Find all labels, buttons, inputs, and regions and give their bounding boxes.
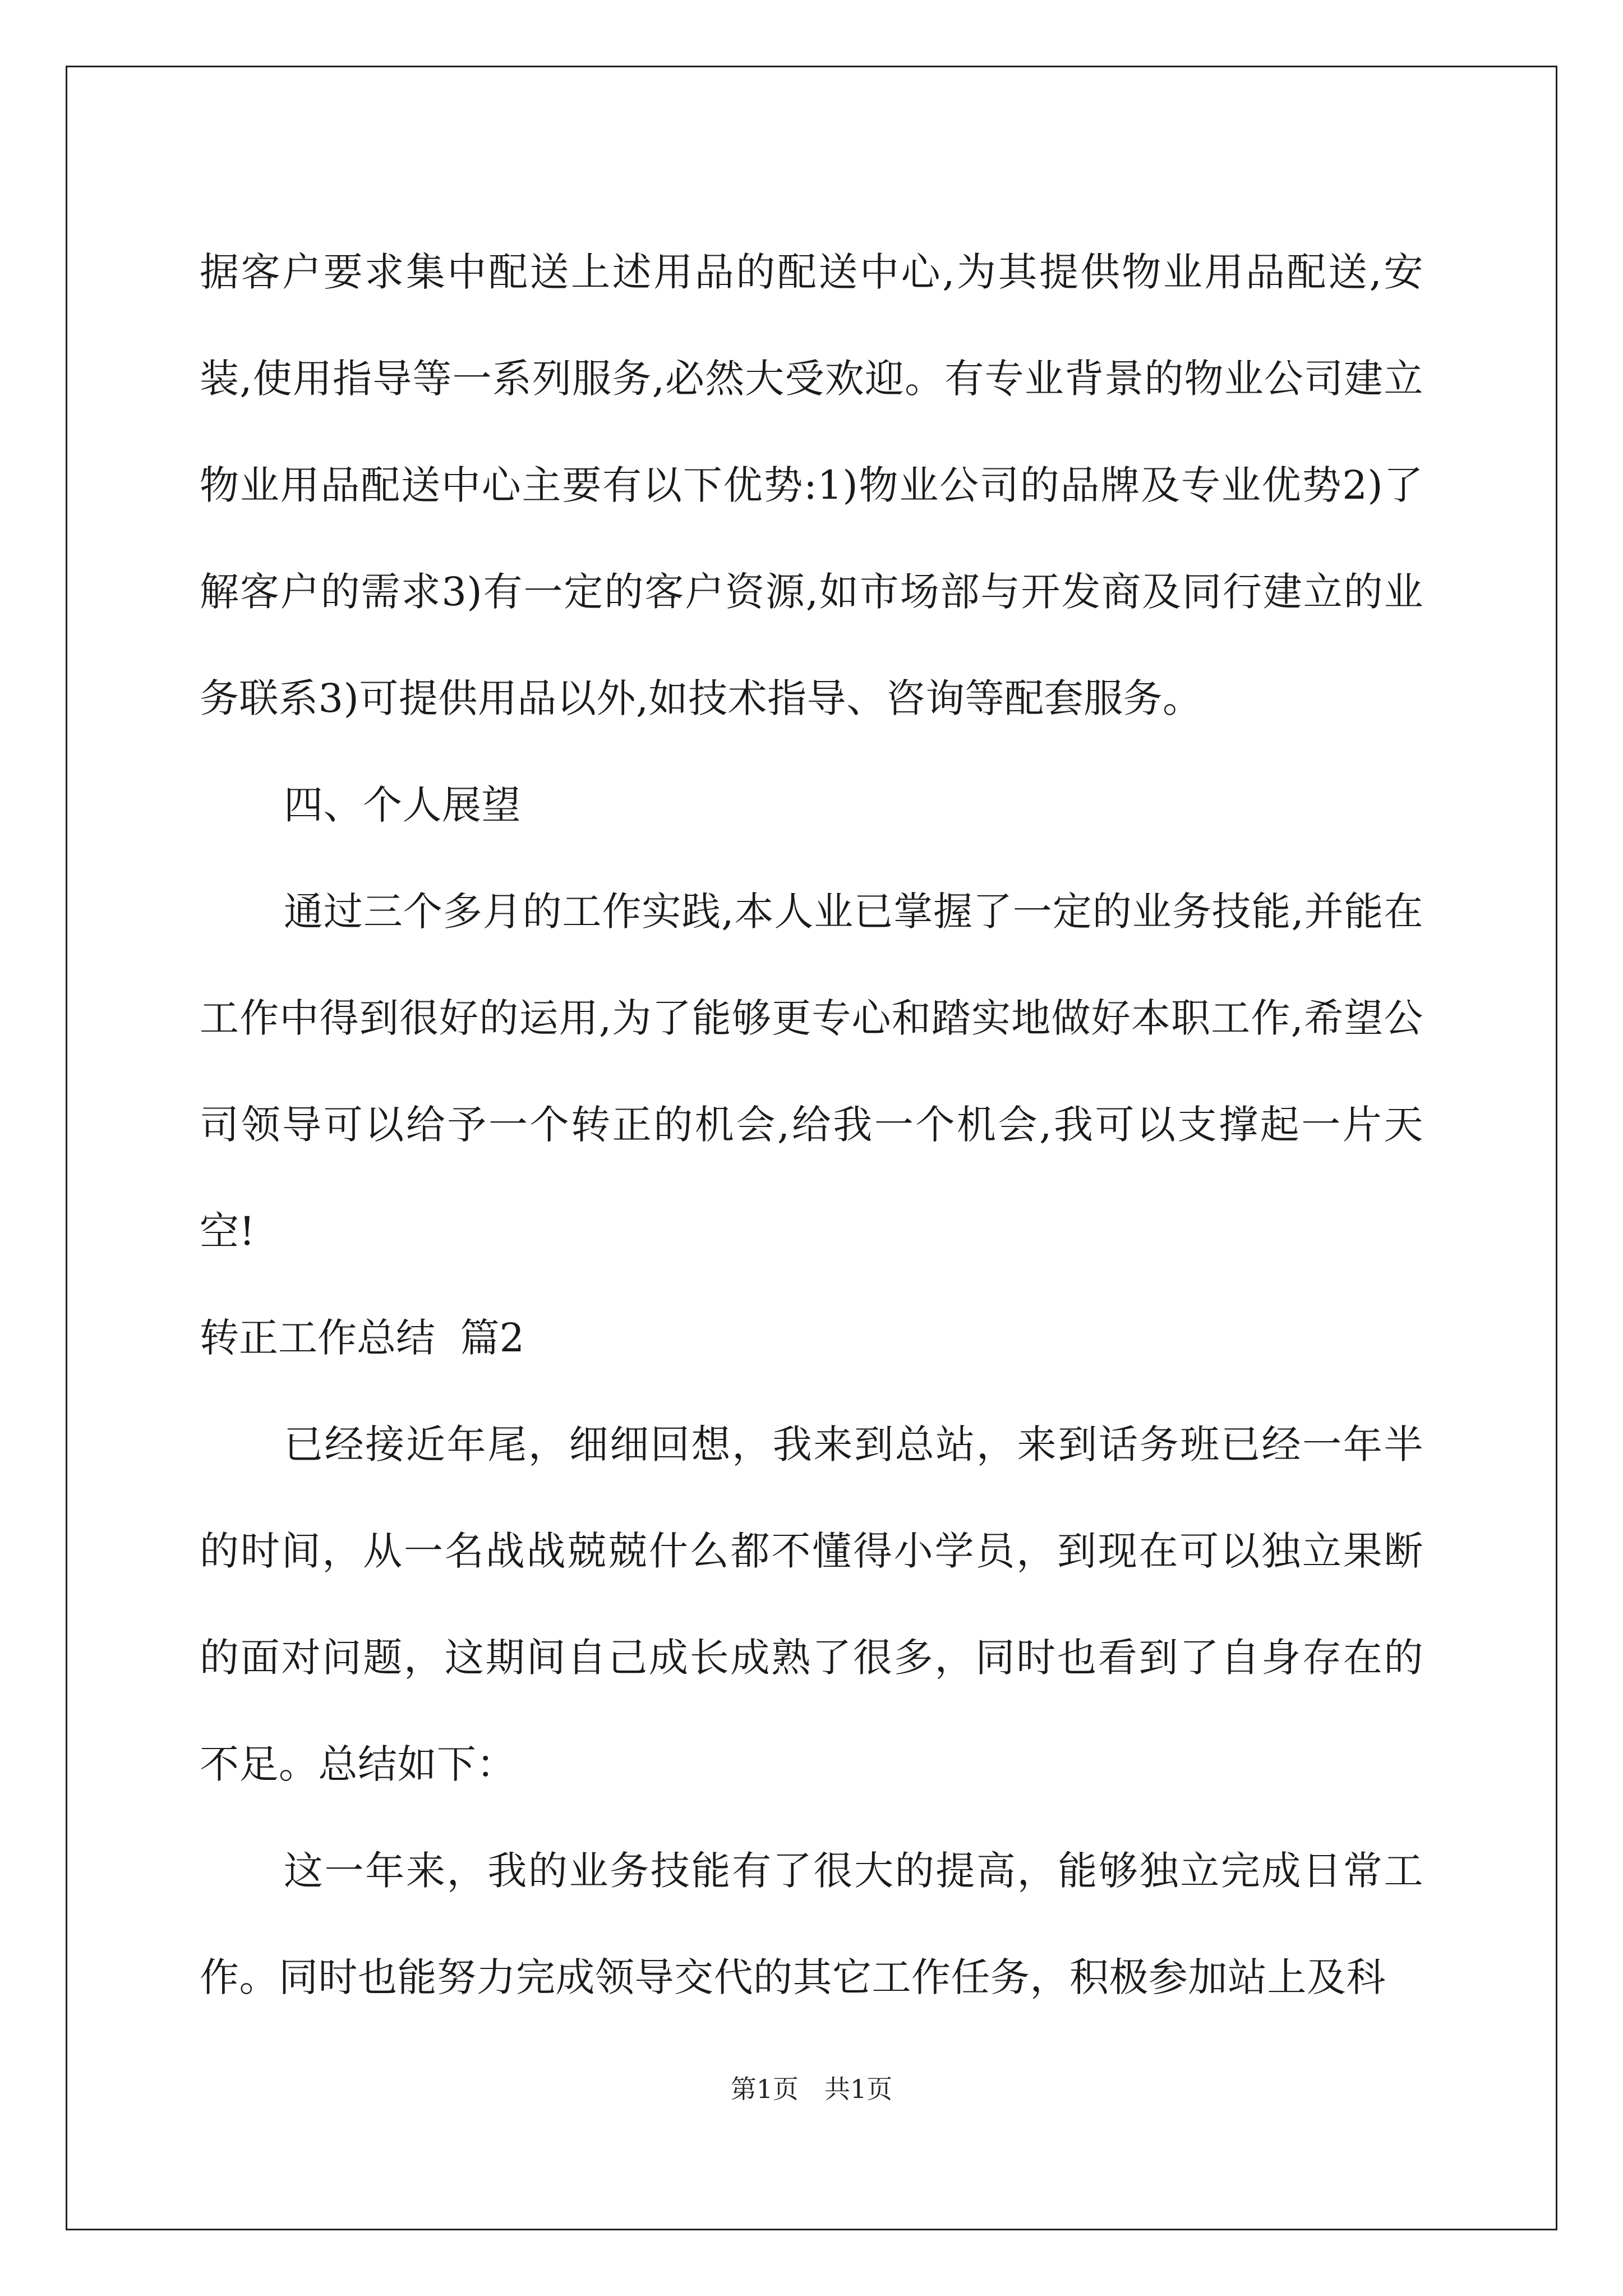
page-footer: 第1页 共1页 [730, 2074, 893, 2104]
paragraph-delivery-center: 据客户要求集中配送上述用品的配送中心,为其提供物业用品配送,安装,使用指导等一系列服务,必然大受欢迎。有专业背景的物业公司建立物业用品配送中心主要有以下优势:1)物业公司的品牌及专业优势2)了解客户的需求3)有一定的客户资源,如市场部与开发商及同行建立的业务联系3)可提供用品以外,如技术指导、咨询等配套服务。 [200, 249, 1423, 721]
document-body [200, 219, 1423, 2031]
paragraph-skills: 这一年来，我的业务技能有了很大的提高，能够独立完成日常工作。同时也能努力完成领导交代的其它工作任务，积极参加站上及科 [200, 1848, 1423, 2000]
paragraph-year-review: 已经接近年尾，细细回想，我来到总站，来到话务班已经一年半的时间，从一名战战兢兢什么都不懂得小学员，到现在可以独立果断的面对问题，这期间自己成长成熟了很多，同时也看到了自身存在的不足。总结如下： [200, 1421, 1423, 1787]
paragraph-outlook: 通过三个多月的工作实践,本人业已掌握了一定的业务技能,并能在工作中得到很好的运用,为了能够更专心和踏实地做好本职工作,希望公司领导可以给予一个转正的机会,给我一个机会,我可以支撑起一片天空! [200, 889, 1423, 1254]
article-title-2: 转正工作总结 篇2 [200, 1315, 525, 1361]
section-heading-outlook: 四、个人展望 [284, 782, 521, 828]
